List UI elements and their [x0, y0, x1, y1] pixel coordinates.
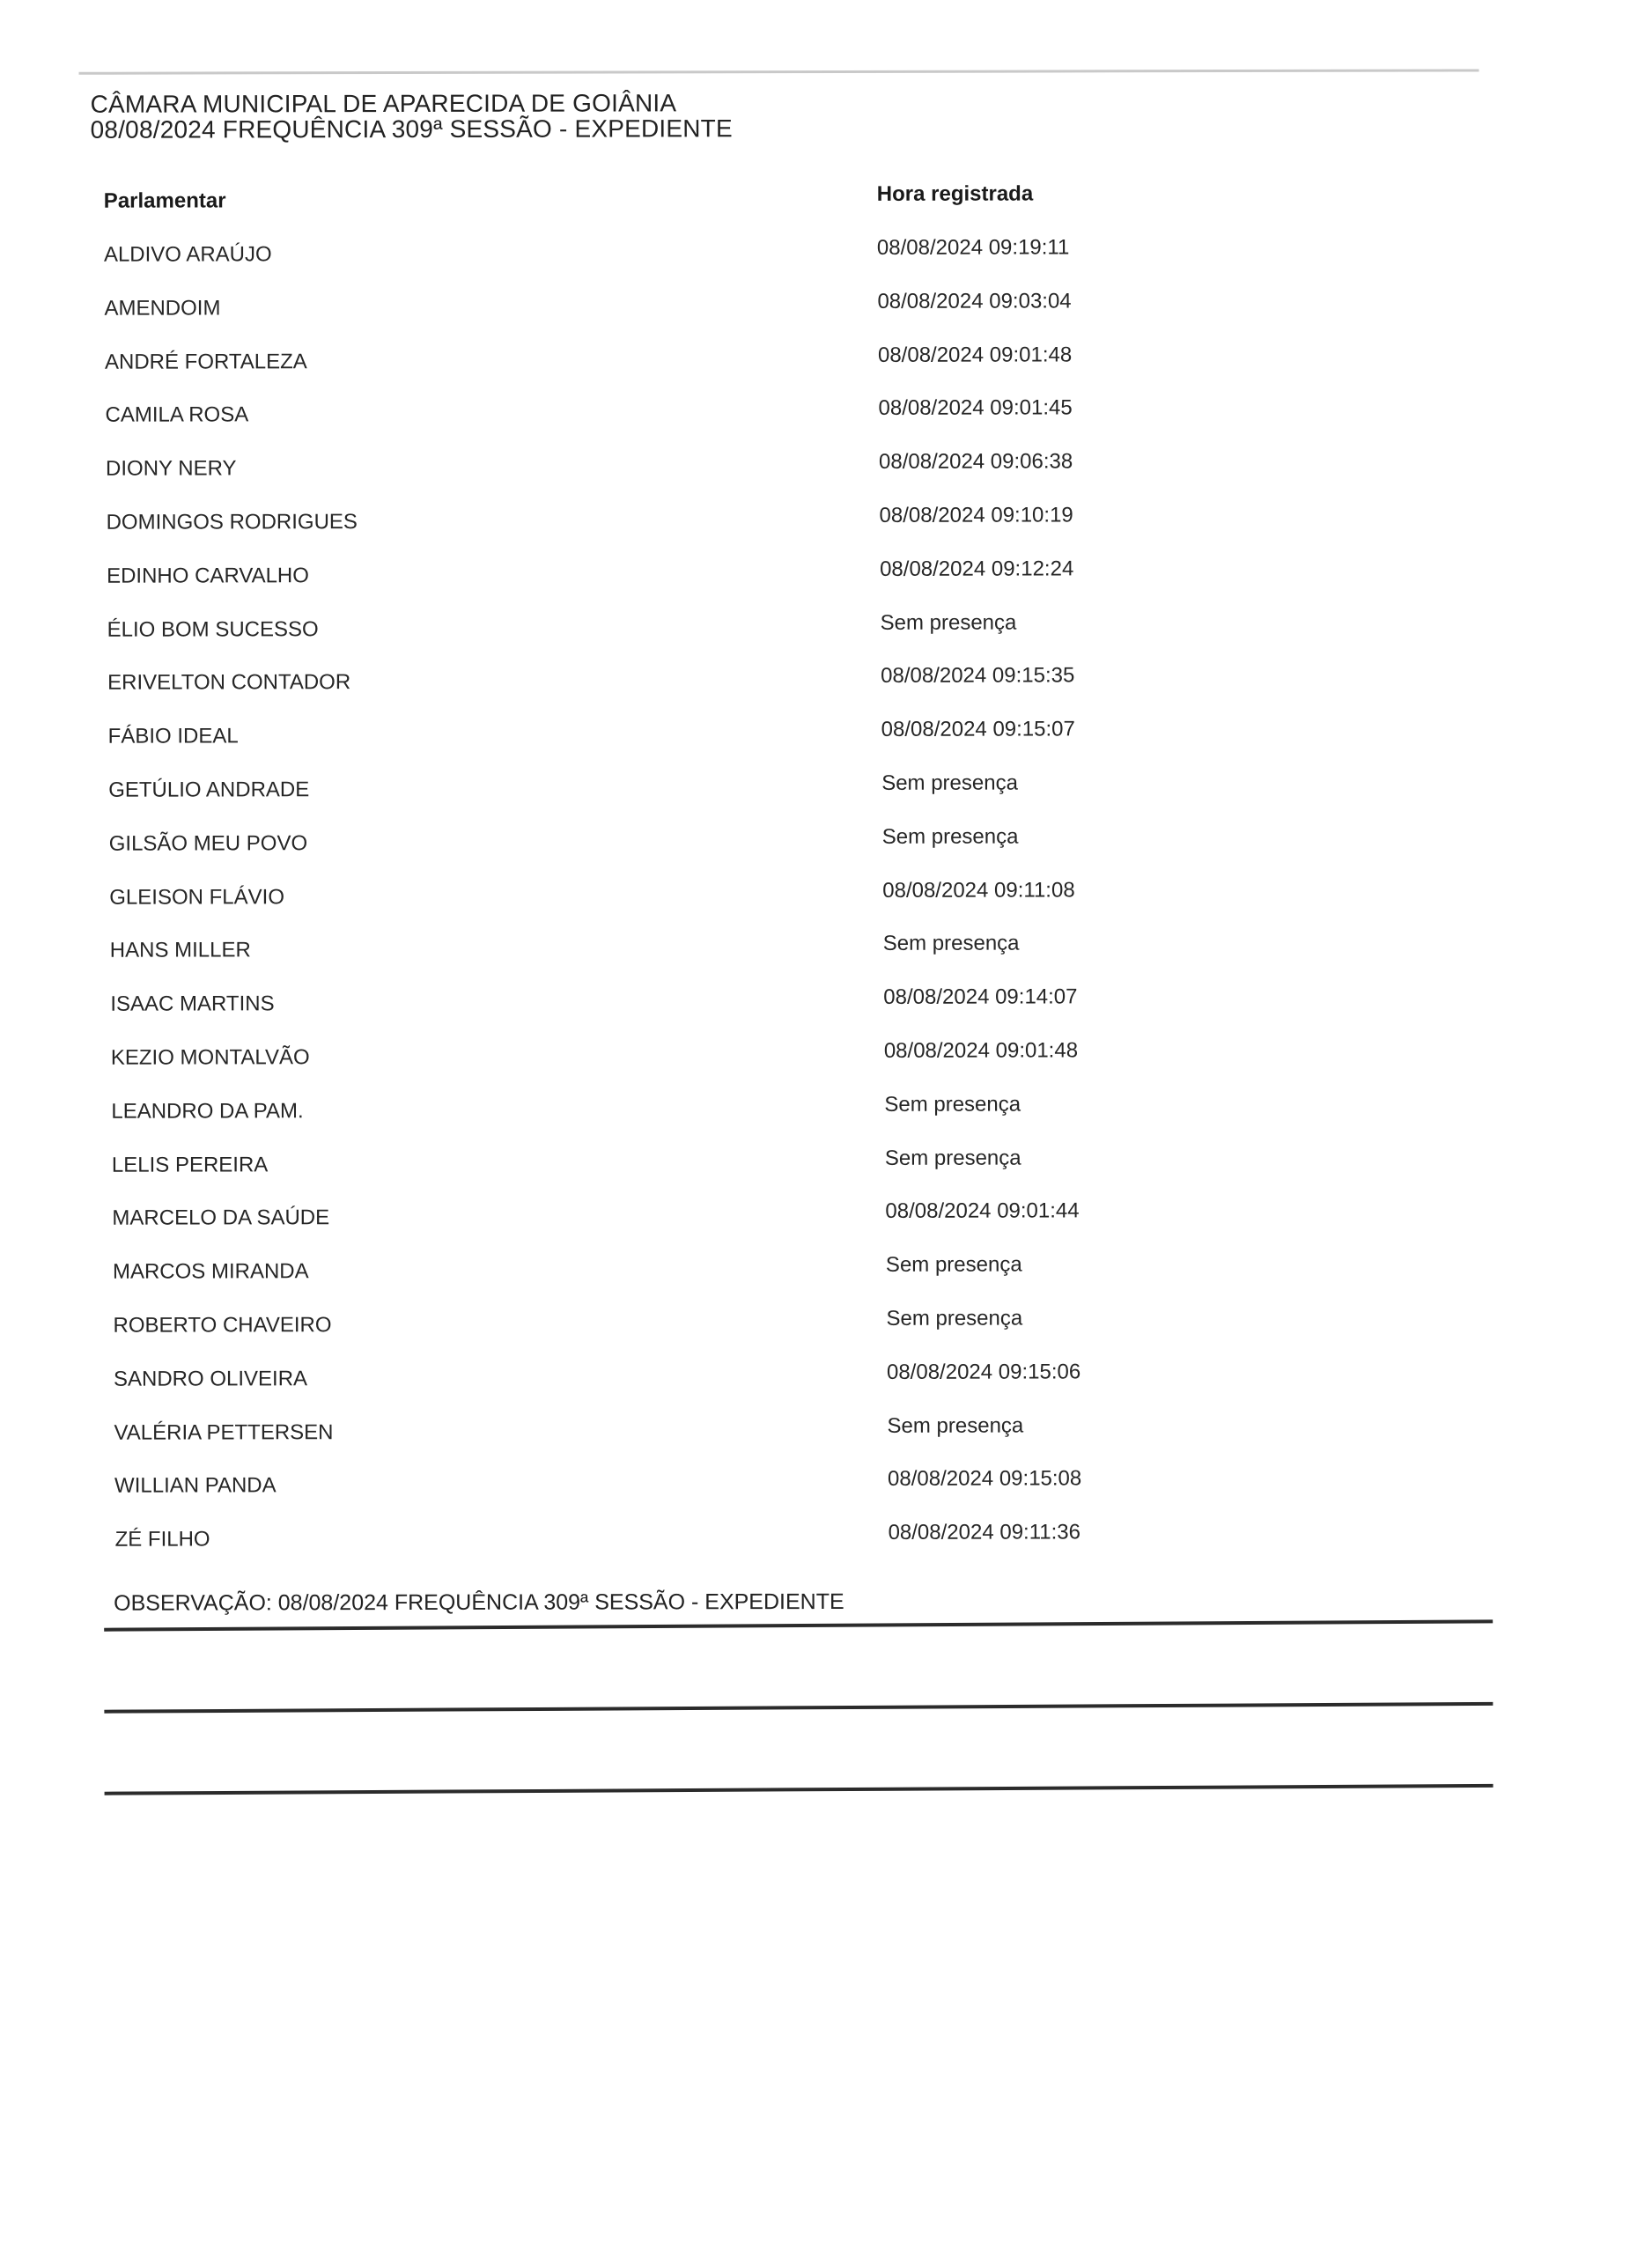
registered-time: 08/08/2024 09:15:06	[886, 1360, 1081, 1384]
parlamentar-name: VALÉRIA PETTERSEN	[114, 1419, 334, 1445]
signature-line	[104, 1702, 1493, 1714]
parlamentar-name: DOMINGOS RODRIGUES	[106, 510, 358, 535]
parlamentar-name: LEANDRO DA PAM.	[111, 1099, 304, 1124]
parlamentar-name: WILLIAN PANDA	[114, 1473, 277, 1499]
parlamentar-name: ISAAC MARTINS	[110, 992, 275, 1016]
parlamentar-name: GILSÃO MEU POVO	[108, 831, 308, 856]
registered-time: 08/08/2024 09:01:45	[878, 395, 1073, 421]
parlamentar-name: EDINHO CARVALHO	[107, 564, 309, 588]
registered-time: 08/08/2024 09:11:08	[882, 878, 1075, 903]
parlamentar-name: ALDIVO ARAÚJO	[103, 242, 272, 267]
parlamentar-name: AMENDOIM	[104, 296, 221, 321]
session-title: 08/08/2024 FREQUÊNCIA 309ª SESSÃO - EXPEDIENTE	[90, 114, 733, 144]
registered-time: 08/08/2024 09:19:11	[876, 235, 1070, 260]
top-rule	[78, 69, 1479, 74]
parlamentar-name: HANS MILLER	[109, 938, 251, 963]
registered-time: Sem presença	[881, 824, 1019, 849]
registered-time: 08/08/2024 09:15:07	[881, 717, 1075, 742]
registered-time: 08/08/2024 09:12:24	[880, 557, 1074, 581]
parlamentar-name: FÁBIO IDEAL	[107, 724, 239, 748]
registered-time: 08/08/2024 09:15:08	[887, 1466, 1082, 1492]
parlamentar-name: GETÚLIO ANDRADE	[108, 778, 310, 802]
registered-time: Sem presença	[880, 610, 1017, 635]
parlamentar-name: ERIVELTON CONTADOR	[107, 670, 351, 696]
parlamentar-name: ZÉ FILHO	[114, 1527, 210, 1552]
parlamentar-name: SANDRO OLIVEIRA	[113, 1367, 308, 1391]
registered-time: Sem presença	[886, 1306, 1023, 1331]
column-header-parlamentar: Parlamentar	[103, 188, 226, 213]
parlamentar-name: ÉLIO BOM SUCESSO	[107, 616, 319, 642]
registered-time: 08/08/2024 09:01:44	[885, 1198, 1080, 1224]
registered-time: Sem presença	[887, 1413, 1024, 1438]
registered-time: Sem presença	[884, 1092, 1021, 1117]
signature-line	[104, 1619, 1493, 1631]
institution-title: CÂMARA MUNICIPAL DE APARECIDA DE GOIÂNIA	[90, 89, 677, 118]
observation-text: OBSERVAÇÃO: 08/08/2024 FREQUÊNCIA 309ª SESSÃO - EXPEDIENTE	[114, 1589, 844, 1616]
registered-time: 08/08/2024 09:03:04	[877, 289, 1072, 313]
parlamentar-name: DIONY NERY	[105, 456, 237, 481]
registered-time: Sem presença	[882, 931, 1020, 956]
parlamentar-name: CAMILA ROSA	[105, 402, 249, 428]
registered-time: 08/08/2024 09:10:19	[879, 503, 1073, 527]
parlamentar-name: ROBERTO CHAVEIRO	[113, 1313, 332, 1338]
column-header-hora-registrada: Hora registrada	[876, 181, 1034, 206]
parlamentar-name: ANDRÉ FORTALEZA	[104, 349, 307, 374]
parlamentar-name: KEZIO MONTALVÃO	[110, 1045, 310, 1070]
parlamentar-name: MARCOS MIRANDA	[112, 1259, 309, 1284]
registered-time: 08/08/2024 09:11:36	[888, 1520, 1081, 1545]
registered-time: 08/08/2024 09:06:38	[878, 449, 1073, 475]
parlamentar-name: LELIS PEREIRA	[111, 1152, 269, 1177]
registered-time: Sem presença	[885, 1252, 1022, 1278]
parlamentar-name: MARCELO DA SAÚDE	[112, 1205, 330, 1231]
registered-time: 08/08/2024 09:01:48	[883, 1038, 1079, 1063]
registered-time: Sem presença	[881, 770, 1018, 795]
registered-time: 08/08/2024 09:01:48	[877, 343, 1073, 367]
registered-time: 08/08/2024 09:14:07	[883, 984, 1078, 1010]
registered-time: Sem presença	[884, 1146, 1021, 1170]
registered-time: 08/08/2024 09:15:35	[881, 663, 1075, 689]
parlamentar-name: GLEISON FLÁVIO	[109, 884, 285, 910]
signature-line	[105, 1784, 1493, 1795]
document-header	[91, 90, 733, 143]
